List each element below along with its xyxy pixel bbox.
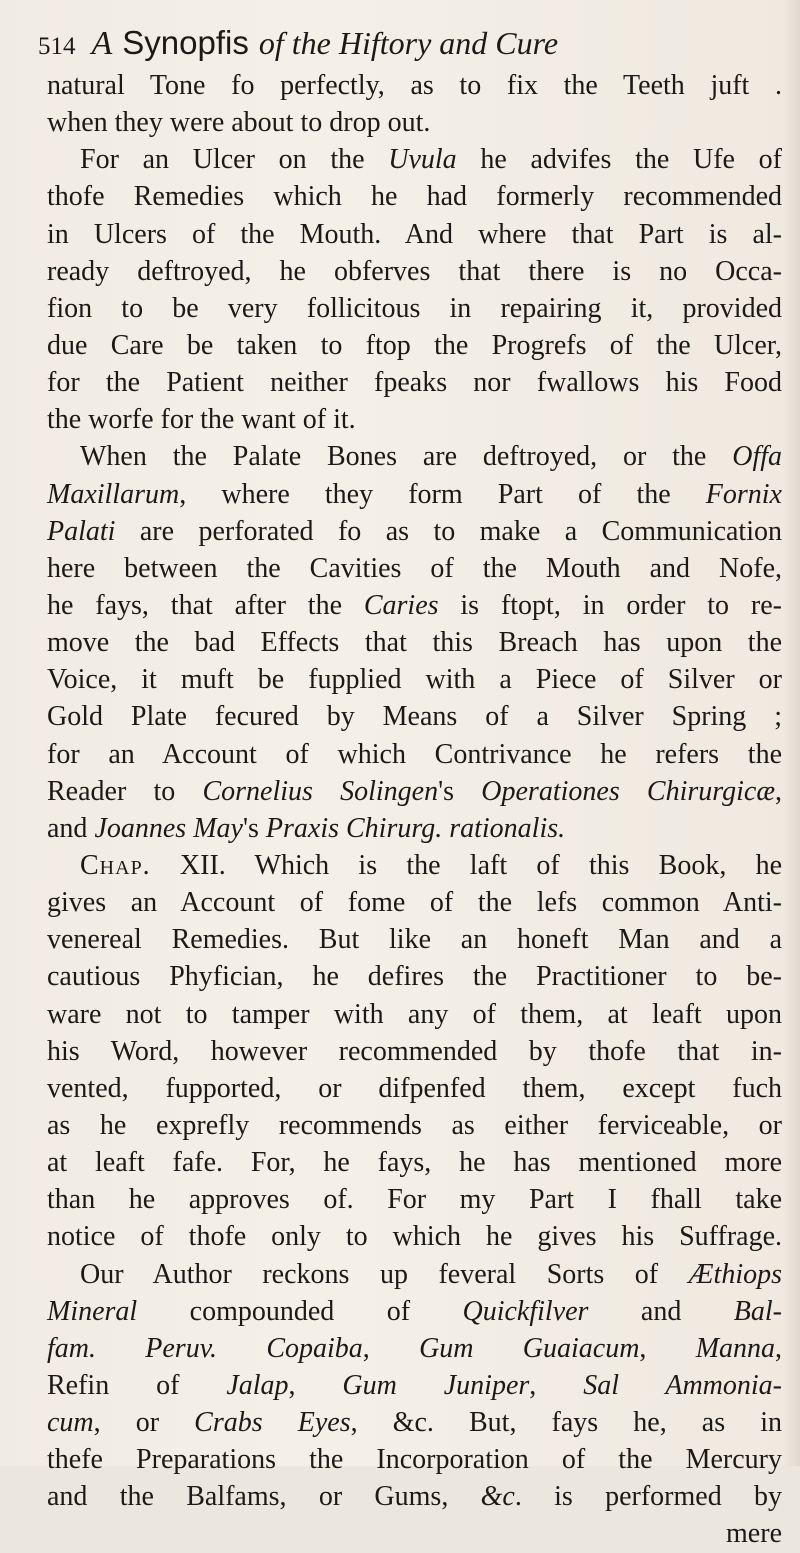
text-run: he advifes the Ufe of [456, 144, 782, 176]
text-run: thefe Preparations the Incorporation of the Mercury [47, 1444, 782, 1476]
text-run: and the Balfams, or Gums, [47, 1481, 481, 1513]
italic-text: Mineral [47, 1295, 138, 1327]
text-run: and [47, 812, 95, 844]
text-run: here between the Cavities of the Mouth and Nofe, [47, 552, 782, 584]
italic-text: cum [47, 1407, 94, 1439]
body-text [47, 67, 782, 1553]
page-number: 514 [38, 33, 76, 60]
italic-text: Manna [695, 1332, 776, 1364]
text-line [47, 364, 782, 401]
italic-text: Caries [363, 589, 439, 621]
text-run: for an Account of which Contrivance he refers the [47, 738, 782, 770]
italic-text: Quickfilver [462, 1295, 589, 1327]
text-line [47, 884, 782, 921]
text-line [47, 1181, 782, 1218]
text-line [47, 550, 782, 587]
text-run: 's [438, 775, 482, 807]
text-line [47, 1404, 782, 1441]
text-run: , where they form Part of the [179, 478, 706, 510]
text-line [47, 1293, 782, 1330]
text-run: Our Author reckons up feveral Sorts of [80, 1258, 689, 1290]
text-line [47, 438, 782, 475]
text-run: Voice, it muft be fupplied with a Piece of Silver or [47, 664, 782, 696]
text-run: natural Tone fo perfectly, as to fix the Teeth juft . [47, 70, 782, 101]
italic-text: Uvula [388, 144, 457, 176]
text-run: ware not to tamper with any of them, at leaft upon [47, 998, 782, 1030]
italic-text: Gum Juniper [342, 1369, 530, 1401]
text-line [47, 178, 782, 215]
text-run: 's [242, 812, 266, 844]
text-line [47, 698, 782, 735]
text-run: and [588, 1295, 734, 1327]
text-line [47, 253, 782, 290]
text-run: his Word, however recommended by thofe that in- [47, 1035, 782, 1067]
text-run: ready deftroyed, he obferves that there is no Occa- [47, 255, 782, 287]
italic-text: Fornix [705, 478, 782, 510]
text-run: fion to be very follicitous in repairing it, provided [47, 292, 782, 324]
text-run: cautious Phyfician, he defires the Practitioner to be- [47, 961, 782, 993]
text-run: are perforated fo as to make a Communication [115, 515, 782, 547]
text-line [47, 1478, 782, 1515]
italic-text: Gum Guaiacum [419, 1332, 640, 1364]
running-head-article: A [91, 25, 113, 62]
italic-text: Maxillarum [47, 478, 180, 510]
text-run: . is performed by [514, 1481, 782, 1513]
text-run: in Ulcers of the Mouth. And where that Part is al- [47, 218, 782, 250]
text-line [47, 104, 782, 141]
text-line [47, 958, 782, 995]
text-run: the worfe for the want of it. [47, 404, 356, 436]
text-line [47, 661, 782, 698]
text-line [47, 67, 782, 104]
text-run: Chap. [80, 849, 151, 881]
running-head-subtitle: of the Hiftory and Cure [258, 25, 559, 61]
text-line [47, 624, 782, 661]
italic-text: Crabs Eyes [194, 1407, 351, 1439]
text-line [47, 216, 782, 253]
text-run: due Care be taken to ftop the Progrefs of the Ulcer, [47, 329, 782, 361]
text-run: he fays, that after the [47, 589, 364, 621]
text-run: gives an Account of fome of the lefs common Anti- [47, 887, 782, 919]
text-line [47, 1107, 782, 1144]
text-run: , [362, 1332, 420, 1364]
text-run: move the bad Effects that this Breach has upon the [47, 627, 782, 659]
text-run: , [529, 1369, 584, 1401]
text-run: thofe Remedies which he had formerly recommended [47, 181, 782, 213]
text-line [47, 476, 782, 513]
text-line [47, 290, 782, 327]
page-edge-shadow [782, 0, 800, 1466]
text-line [47, 1144, 782, 1181]
italic-text: Bal- [733, 1295, 782, 1327]
italic-text: Offa [732, 441, 782, 473]
text-run: When the Palate Bones are deftroyed, or the [80, 441, 733, 473]
text-line [47, 401, 782, 438]
italic-text: Sal Ammonia- [583, 1369, 782, 1401]
text-run: than he approves of. For my Part I fhall take [47, 1184, 782, 1216]
text-line [47, 736, 782, 773]
text-run: is ftopt, in order to re- [438, 589, 782, 621]
text-line [47, 1070, 782, 1107]
italic-text: Jalap [226, 1369, 289, 1401]
text-run: , [288, 1369, 343, 1401]
text-run: , &c. But, fays he, as in [350, 1407, 782, 1439]
text-line [47, 1256, 782, 1293]
text-line [47, 1367, 782, 1404]
text-line [47, 996, 782, 1033]
text-run: when they were about to drop out. [47, 107, 431, 139]
text-line [47, 1441, 782, 1478]
text-run: Reader to [47, 775, 203, 807]
italic-text: Palati [47, 515, 116, 547]
text-line [47, 921, 782, 958]
text-line [47, 1033, 782, 1070]
italic-text: Æthiops [688, 1258, 782, 1290]
italic-text: Joannes May [94, 812, 243, 844]
text-line [47, 141, 782, 178]
text-run: , [775, 1332, 783, 1364]
text-run: as he exprefly recommends as either ferviceable, or [47, 1109, 782, 1141]
italic-text: fam. Peruv. Copaiba [47, 1332, 363, 1364]
text-run: venereal Remedies. But like an honeft Man and a [47, 924, 782, 956]
text-run: compounded of [137, 1295, 463, 1327]
text-line [47, 773, 782, 810]
running-head-title: Synopfis [122, 24, 249, 61]
text-line [47, 1515, 782, 1552]
text-run: notice of thofe only to which he gives his Suffrage. [47, 1221, 782, 1253]
text-run: , [775, 775, 783, 807]
italic-text: &c [480, 1481, 515, 1513]
running-head [38, 16, 778, 68]
text-run: For an Ulcer on the [80, 144, 389, 176]
text-run: , or [93, 1407, 195, 1439]
text-run: , [639, 1332, 696, 1364]
text-run: vented, fupported, or difpenfed them, except fuch [47, 1072, 782, 1104]
text-line [47, 327, 782, 364]
text-run: mere [726, 1518, 782, 1550]
italic-text: Cornelius Solingen [202, 775, 439, 807]
text-line [47, 587, 782, 624]
italic-text: Operationes Chirurgicæ [481, 775, 776, 807]
text-run: Refin of [47, 1369, 227, 1401]
text-line [47, 1218, 782, 1255]
text-line [47, 513, 782, 550]
text-run: at leaft fafe. For, he fays, he has mentioned more [47, 1147, 782, 1179]
text-line [47, 1330, 782, 1367]
text-line [47, 810, 782, 847]
text-run: XII. Which is the laft of this Book, he [150, 849, 782, 881]
text-line [47, 847, 782, 884]
italic-text: Praxis Chirurg. rationalis. [265, 812, 566, 844]
text-run: for the Patient neither fpeaks nor fwallows his Food [47, 367, 782, 399]
text-run: Gold Plate fecured by Means of a Silver Spring ; [47, 701, 782, 733]
